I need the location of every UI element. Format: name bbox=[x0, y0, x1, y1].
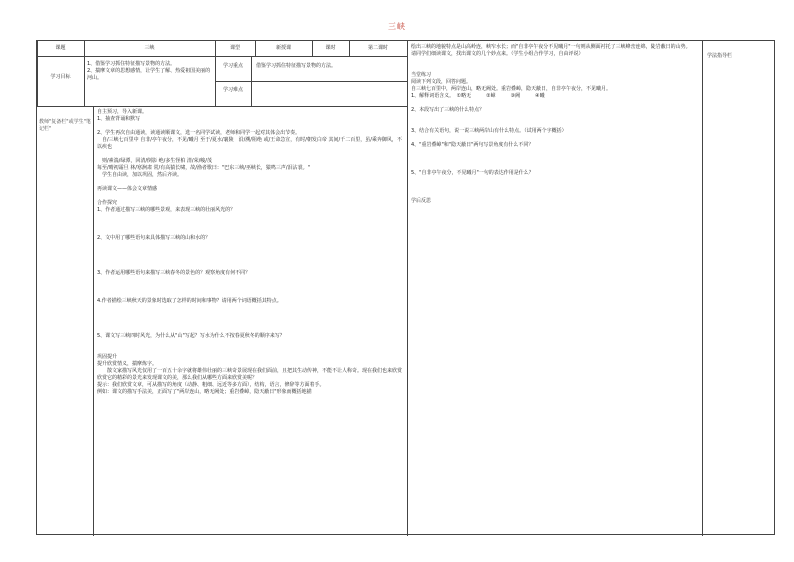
notes-column-divider bbox=[93, 106, 94, 536]
right-line: 2、本段写出了三峡的什么特点？ bbox=[411, 107, 485, 113]
main-line bbox=[97, 305, 403, 312]
main-line bbox=[97, 347, 403, 354]
right-line: 学后反思 bbox=[411, 198, 432, 204]
label-period: 课时 bbox=[325, 45, 336, 51]
main-content bbox=[97, 109, 403, 534]
main-line bbox=[97, 242, 403, 249]
main-line bbox=[97, 214, 403, 221]
main-line: 学生自由读，加以巩固，然后齐读。 bbox=[97, 172, 183, 178]
practice-column bbox=[411, 44, 699, 532]
main-line: 2、文中用了哪些语句来具体描写三峡的山和水的？ bbox=[97, 235, 211, 241]
right-line bbox=[411, 149, 699, 156]
main-line bbox=[97, 179, 403, 186]
right-line bbox=[411, 114, 699, 121]
main-line: 5、课文写三峡四时风光，为什么从"山"写起？写水为什么不按春夏秋冬的顺序来写？ bbox=[97, 333, 285, 339]
column-divider bbox=[702, 41, 703, 536]
right-line bbox=[411, 177, 699, 184]
main-line bbox=[97, 291, 403, 298]
type-value: 新授课 bbox=[275, 45, 291, 51]
right-line: 阅读下列文段，回答问题。 bbox=[411, 79, 472, 85]
label-goals: 学习目标 bbox=[50, 74, 71, 80]
right-line bbox=[411, 135, 699, 142]
guide-column-label: 学法指导栏 bbox=[707, 53, 733, 59]
main-line: 合作探究 bbox=[97, 200, 118, 206]
right-line: 当堂练习 bbox=[411, 72, 432, 78]
main-line: 2、学生再次自由通读，读通读顺课文，选一名同学试读，老师和同学一起对其体会出节奏。 bbox=[97, 130, 301, 136]
main-line: 再读课文——体会文章情感 bbox=[97, 186, 158, 192]
main-line: 提示：我们欣赏文章，可从描写的角度（动静、粗细、远近等多方面），结构，语言，修辞等方面着手。 bbox=[97, 382, 325, 388]
right-line: 绘出三峡的地貌特点是山高岭连，峡窄水长；而"自非亭午夜分不见曦月"一句则从侧面衬托了三峡峰峦连绵，陡岩蔽日的山势。 bbox=[411, 44, 691, 50]
right-line bbox=[411, 100, 699, 107]
main-line bbox=[97, 312, 403, 319]
main-line bbox=[97, 249, 403, 256]
main-line: 散文家描写风光仅用了一百五十余字就将雄伟壮丽的三峡奇景展现在我们面前，且把其生动传神，不能不让人称奇。现在我们也来欣赏欣赏它的精彩的景光来发现课文的美，那么我们从哪些方面来欣赏美呢？ bbox=[97, 368, 403, 381]
main-line bbox=[97, 326, 403, 333]
main-line bbox=[97, 277, 403, 284]
right-line: 1、解释词语含义。 ①略无 ②嶂 ③阙 ④曦 bbox=[411, 93, 545, 99]
row-divider bbox=[37, 56, 407, 57]
main-line: 提升欣赏情义，揣摩炼字。 bbox=[97, 361, 158, 367]
main-line: 3、作者运用哪些语句来描写三峡春冬的景色的？观察角度有何不同？ bbox=[97, 270, 251, 276]
main-line bbox=[97, 151, 403, 158]
right-line bbox=[411, 156, 699, 163]
main-line bbox=[97, 221, 403, 228]
right-line bbox=[411, 121, 699, 128]
right-line bbox=[411, 191, 699, 198]
main-line: 1、作者通过描写三峡的哪些景观，来表现三峡的壮丽风光的？ bbox=[97, 207, 236, 213]
notes-column-label: 教师"复备栏"或学生"笔记栏" bbox=[39, 119, 91, 132]
main-line bbox=[97, 256, 403, 263]
period-value: 第二课时 bbox=[367, 45, 388, 51]
column-divider bbox=[407, 41, 408, 536]
right-line bbox=[411, 65, 699, 72]
goals-value: 1、借鉴学习抓住特征描写景物的方法。 2、揣摩文章的思想感情，让学生了解、热爱祖国美丽的河山。 bbox=[87, 61, 211, 81]
label-topic: 课题 bbox=[55, 45, 66, 51]
label-difficulty: 学习难点 bbox=[222, 87, 243, 93]
document-title: 三峡 bbox=[388, 22, 406, 31]
lesson-plan-table bbox=[36, 40, 775, 535]
right-line: 4、"重岩叠嶂"和"隐天蔽日"两句写景角度有什么不同？ bbox=[411, 142, 534, 148]
main-line: 则/素湍/绿潭，回清/倒影 绝/多生怪柏 清/荣/峻/茂 bbox=[97, 158, 212, 164]
main-line: 4.作者描绘三峡秋天的景象时选取了怎样的时间和事物？请用两个词语概括其特点。 bbox=[97, 298, 282, 304]
topic-value: 三峡 bbox=[144, 45, 155, 51]
main-line bbox=[97, 263, 403, 270]
main-line: 例如：课文的描写手法美，正面写了"两岸连山，略无阙处；重岩叠嶂，隐天蔽日"形象而概括地描 bbox=[97, 389, 312, 395]
right-line bbox=[411, 163, 699, 170]
main-line bbox=[97, 228, 403, 235]
right-line: 请同学们细读课文，找出课文的几个妙点来。（学生小组合作学习，自由评说） bbox=[411, 51, 584, 57]
right-line: 自三峡七百里中，两岸连山，略无阙处。重岩叠嶂，隐天蔽日，自非亭午夜分，不见曦月。 bbox=[411, 86, 612, 92]
label-key: 学习重点 bbox=[222, 63, 243, 69]
main-line: 每至/晴初霜旦 林/寒涧肃 常/有高猿长啸，故/渔者歌曰："巴东三峡/巫峡长，猿鸣三声/泪沾裳。" bbox=[97, 165, 310, 171]
right-line: 5、"自非亭午夜分，不见曦月"一句的表达作用是什么？ bbox=[411, 170, 534, 176]
main-line bbox=[97, 340, 403, 347]
main-line bbox=[97, 123, 403, 130]
main-line: 自主预习，导入新课。 bbox=[97, 109, 148, 115]
main-line: 1、抽查背诵和默写 bbox=[97, 116, 141, 122]
right-line: 3、结合有关语句，说一说三峡两岸山有什么特点。（试用两个字概括） bbox=[411, 128, 567, 134]
right-line bbox=[411, 184, 699, 191]
main-line bbox=[97, 284, 403, 291]
main-line: 自/三峡七百里中 自非/亭午夜分，不见/曦月 至于/夏水/襄陵 沿/溯/阻绝 或/王命急宣，有时/朝发白帝 其间/千二百里，虽/乘奔御风，不以疾也 bbox=[97, 137, 402, 150]
key-value: 借鉴学习抓住特征描写景物的方法。 bbox=[256, 63, 337, 69]
label-type: 课型 bbox=[229, 45, 240, 51]
main-line: 巩固提升 bbox=[97, 354, 118, 360]
main-line bbox=[97, 193, 403, 200]
right-line bbox=[411, 58, 699, 65]
main-line bbox=[97, 319, 403, 326]
